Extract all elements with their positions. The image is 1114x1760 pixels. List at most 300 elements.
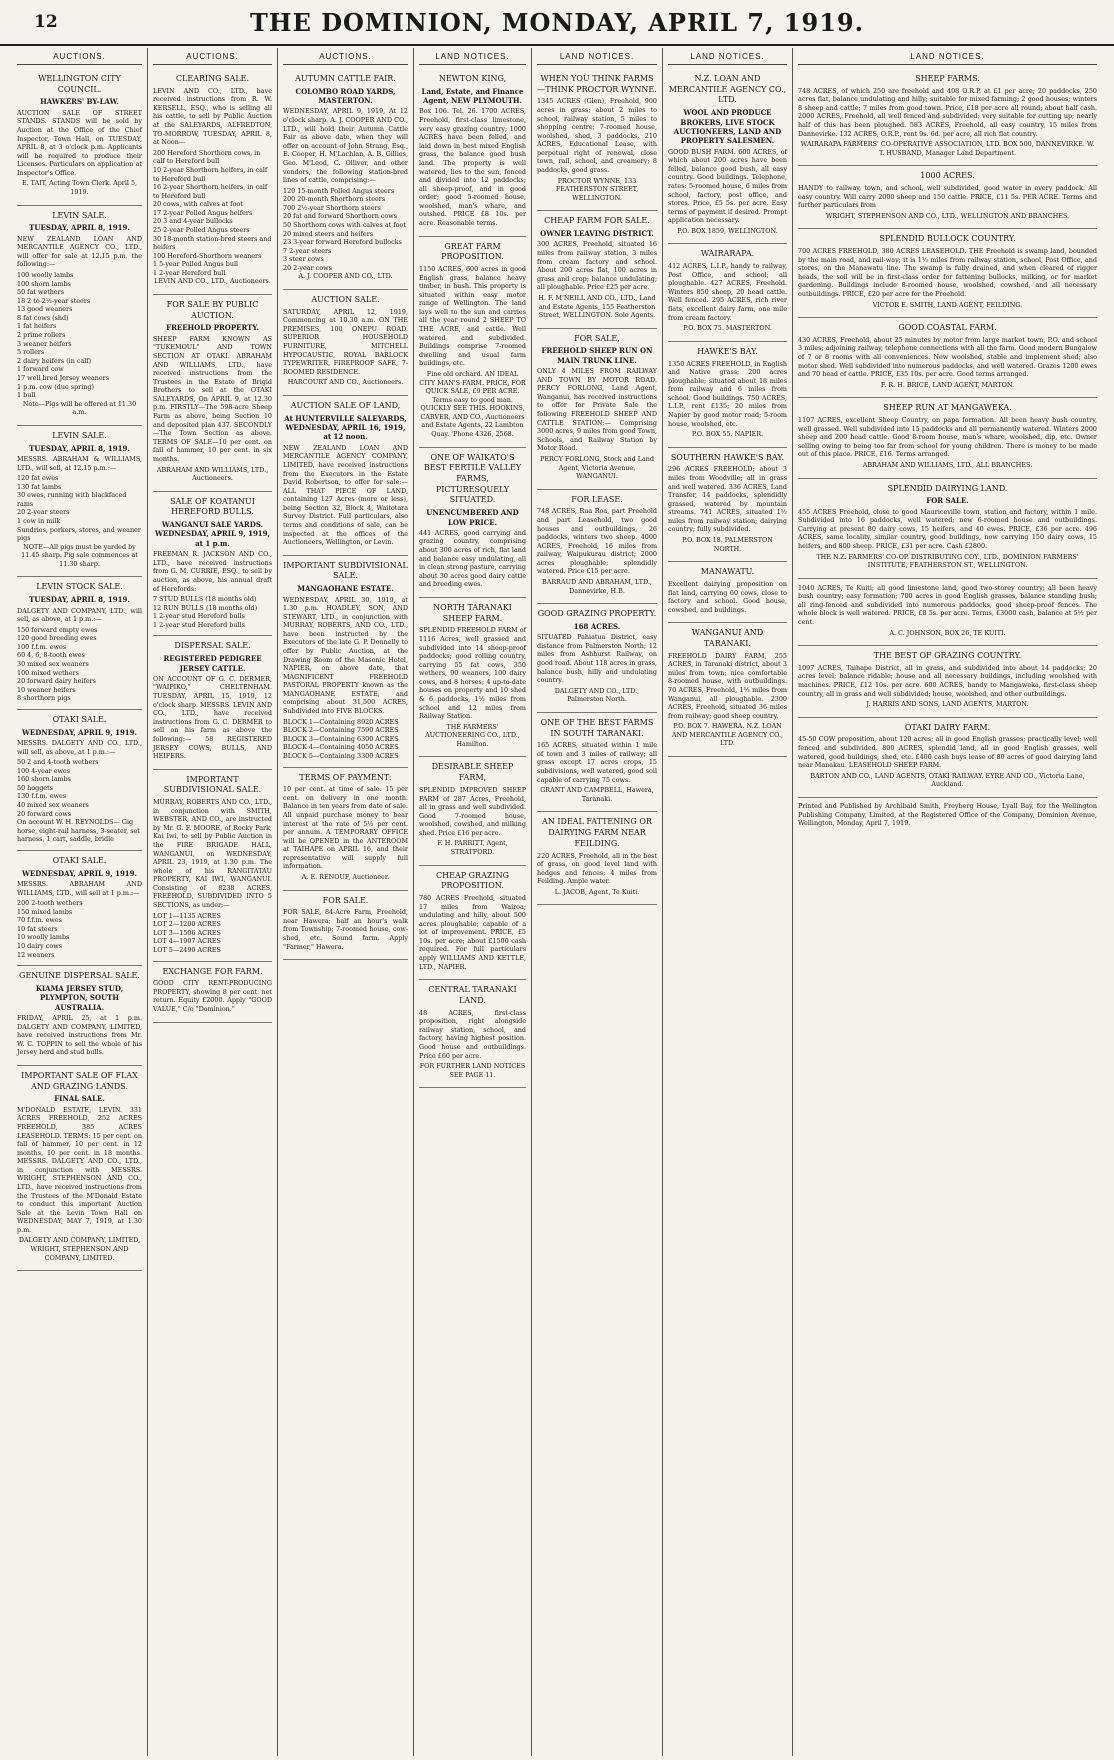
ad-heading: SHEEP FARMS. — [915, 74, 980, 83]
advertisement — [668, 623, 787, 757]
ad-item: 1 forward cow — [17, 365, 64, 374]
ad-item: 10 2-year Shorthorn heifers, in calf to Hereford bull — [153, 165, 268, 183]
ad-body: 1040 ACRES, Te Kuiti; all good limestone land, good two-storey country; all been heavy bush country; easy formation; 700 acres in good English grasses, balance standing bush; all ring-fenced and subdivided into numerous paddocks, good sheep-proof fences. The whole block is well watered. PRICE, £8 5s. per acre. Terms, £3000 cash, balance at 5½ per cent. — [798, 583, 1097, 626]
advertisement — [17, 426, 142, 578]
ad-heading: GOOD COASTAL FARM. — [898, 323, 997, 333]
ad-footer: L. JACOB, Agent, Te Kuiti. — [554, 887, 640, 896]
advertisement — [798, 398, 1097, 478]
ad-subheading: At HUNTERVILLE SALEYARDS, WEDNESDAY, APRIL 16, 1919, at 12 noon. — [284, 413, 407, 442]
ad-item: 12 RUN BULLS (18 months old) — [153, 603, 258, 612]
ad-item: 20 forward cows — [17, 809, 72, 818]
ad-body: NEW ZEALAND LOAN AND MERCANTILE AGENCY CO., LTD., will offer for sale at 12.15 p.m. the following:— — [17, 234, 142, 269]
ad-item-list — [153, 149, 272, 278]
ad-item: 8 fat cows (shd) — [17, 313, 69, 322]
ad-footer: LEVIN AND CO., LTD., Auctioneers. — [154, 277, 271, 286]
ad-item: 23 3-year forward Hereford bullocks — [283, 238, 402, 247]
column-3 — [278, 48, 414, 1756]
ad-heading: MANAWATU. — [700, 567, 755, 577]
ad-item: 20 forward dairy heifers — [17, 677, 96, 686]
ad-item: 1 2-year stud Hereford bulls — [153, 620, 245, 629]
ad-footer: DALGETY AND COMPANY, LIMITED, WRIGHT, STEPHENSON AND COMPANY, LIMITED. — [18, 1236, 141, 1262]
ad-item: 120 fat ewes — [17, 474, 59, 483]
advertisement — [419, 598, 526, 758]
ad-body: M'DONALD ESTATE, LEVIN. 331 ACRES FREEHOLD, 252 ACRES FREEHOLD, 385 ACRES LEASEHOLD. TERMS: 15 per cent. on fall of hammer, 10 per cent. in 12 months, 10 per cent. in 18 months. MESSRS. DALGETY AND CO., LTD., in conjunction with MESSRS. WRIGHT, STEPHENSON AND CO., LTD., have received instructions from the Trustees of the M'Donald Estate to conduct this important Auction Sale at the Levin Town Hall on WEDNESDAY, MAY 7, 1919, at 1.30 p.m. — [17, 1105, 142, 1234]
advertisement — [668, 342, 787, 448]
ad-heading: IMPORTANT SALE OF FLAX AND GRAZING LANDS. — [21, 1070, 138, 1091]
advertisement — [153, 492, 272, 637]
ad-footer: P.O. BOX 1859, WELLINGTON. — [677, 226, 778, 235]
ad-item: 100 woolly lambs — [17, 271, 74, 279]
ad-item: 100 shorn lambs — [17, 279, 71, 288]
ad-item-list — [283, 718, 408, 761]
ad-subheading: TUESDAY, APRIL 8, 1919. — [29, 443, 130, 453]
ad-body: 165 ACRES, situated within 1 mile of town and 3 miles of railway; all grass except 17 acres crops, 15 subdivisions, well watered, good soil capable of carrying 75 cows. — [537, 741, 657, 784]
advertisement — [668, 448, 787, 563]
ad-footer: E. TAIT, Acting Town Clerk. April 5, 1919. — [21, 179, 138, 197]
ad-item: 50 2 and 4-tooth wethers — [17, 758, 99, 767]
advertisement — [17, 69, 142, 206]
ad-footer: HARCOURT AND CO., Auctioneers. — [287, 378, 404, 387]
ad-footer: P.O. BOX 7. HAWERA. N.Z. LOAN AND MERCANTILE AGENCY CO., LTD. — [671, 722, 784, 748]
ad-footer: BARRAUD AND ABRAHAM, LTD., Dannevirke, H.B. — [542, 578, 652, 595]
ad-heading: AUCTION SALE OF LAND, — [290, 400, 401, 410]
ad-item: 200 20-month Shorthorn steers — [283, 195, 386, 204]
ad-body: MESSRS. ABRAHAM & WILLIAMS, LTD., will sell, at 12.15 p.m.:— — [17, 454, 142, 472]
ad-item: 7 2-year steers — [283, 246, 332, 255]
advertisement — [537, 69, 657, 211]
advertisement — [419, 980, 526, 1088]
ad-item: 8 shorthorn pigs — [17, 694, 71, 703]
ad-body: HANDY to railway, town, and school, well subdivided, good water in every paddock. All easy country. Will carry 2000 sheep and 150 cattle. PRICE, £11 5s. PER ACRE. Terms and further particulars from — [798, 184, 1097, 210]
ad-footer: THE N.Z. FARMERS' CO-OP. DISTRIBUTING COY., LTD., DOMINION FARMERS' INSTITUTE, FEATHERSTON ST., WELLINGTON. — [816, 552, 1079, 570]
advertisement — [283, 69, 408, 290]
ad-item-list — [17, 271, 142, 400]
advertisement — [798, 69, 1097, 166]
ad-item: 10 weaner heifers — [17, 685, 76, 694]
advertisement — [283, 768, 408, 891]
ad-body: Box 106. Tel. 26. 1700 ACRES, Freehold, first-class limestone, very easy grazing country; 1000 ACRES have been felled, and laid down in best mixed English grass, the balance good bush land. The property is well watered, lies to the sun, fenced and divided into 12 paddocks; all sheep-proof, and in good order; good 5-roomed house, woolshed, man's whare, and outshed. PRICE £8 10s. per acre. Reasonable terms. — [419, 107, 526, 227]
advertisement — [537, 329, 657, 490]
ad-body: MESSRS. DALGETY AND CO., LTD., will sell, as above, at 1 p.m.:— — [17, 738, 142, 756]
ad-subheading: WANGANUI SALE YARDS. WEDNESDAY, APRIL 9, 1919, at 1 p.m. — [155, 520, 270, 548]
ad-body: 1097 ACRES, Taihape District, all in grass, and subdivided into about 14 paddocks; 20 acres level; balance ridable; house and all necessary buildings, including woolshed with machines. PRICE, £12 10s. per acre. 600 ACRES, handy to Mangaweka, first-class sheep country, all in grass and well subdivided; house, woolshed, and other outbuildings. — [798, 663, 1097, 698]
masthead — [0, 0, 1114, 46]
page-columns — [12, 48, 1102, 1756]
advertisement — [283, 290, 408, 396]
ad-item: BLOCK 3—Containing 6300 ACRES — [283, 734, 399, 743]
printer-imprint: Printed and Published by Archibald Smith, Freyberg House, Lyall Bay, for the Wellington Publishing Company, Limited, at the Registered Office of the Company, Dominion Avenue, Wellington, Monday, April 7, 1919. — [798, 801, 1097, 828]
ad-item: LOT 2—1200 ACRES — [153, 920, 221, 929]
ad-item: 17 well bred Jersey weaners — [17, 373, 109, 382]
ad-subheading: TUESDAY, APRIL 8, 1919. — [29, 595, 130, 605]
ad-heading: N.Z. LOAN AND MERCANTILE AGENCY CO., LTD. — [668, 74, 787, 105]
ad-item: 10 dairy cows — [17, 942, 62, 951]
ad-heading: 1000 ACRES. — [920, 171, 975, 181]
ad-body: SPLENDID FREEHOLD FARM of 1116 Acres, well grassed and subdivided into 14 sheep-proof paddocks; good rolling country, carrying 55 fat cows, 350 wethers, 90 weaners, 100 dairy cows, and 8 horses; 4 up-to-date houses on property and 10 shed & 6 paddocks, 1½ miles from school and 12 miles from Railway Station. — [419, 626, 526, 721]
ad-body: SATURDAY, APRIL 12, 1919, Commencing at 10.30 a.m. ON THE PREMISES, 100 ONEPU ROAD. SUPERIOR HOUSEHOLD FURNITURE, MITCHELL HYPOCAUSTIC, ROYAL BARLOCK TYPEWRITER, FIREPROOF SAFE, 7-ROOMED RESIDENCE. — [283, 307, 408, 376]
ad-item: 3 weaner heifers — [17, 339, 72, 348]
ad-item: 1 fat heifers — [17, 322, 57, 331]
ad-heading: LEVIN SALE. — [52, 210, 107, 220]
ad-item: 50 hoggets — [17, 783, 53, 792]
ad-heading: WANGANUI AND TARANAKI. — [691, 628, 764, 648]
ad-footer: THE FARMERS' AUCTIONEERING CO., LTD., Hamilton. — [425, 722, 520, 748]
ad-item: 120 good breeding ewes — [17, 634, 97, 643]
ad-heading: GOOD GRAZING PROPERTY. — [537, 609, 657, 619]
ad-heading: OTAKI SALE. — [52, 714, 107, 724]
ad-heading: SHEEP RUN AT MANGAWEKA. — [883, 403, 1012, 413]
ad-heading: GENUINE DISPERSAL SALE. — [19, 971, 140, 981]
ad-subheading: FREEHOLD SHEEP RUN ON MAIN TRUNK LINE. — [541, 346, 653, 365]
ad-body: ONLY 4 MILES FROM RAILWAY AND TOWN BY MOTOR ROAD. PERCY FORLONG, Land Agent, Wanganui, has received instructions to offer for Private Sale the following FREEHOLD SHEEP AND CATTLE STATION:— Comprising 3000 acres, 9 miles from good Town, Schools, and Railway Station by Motor Road. — [537, 367, 657, 453]
ad-item: 20 2-year cows — [283, 263, 332, 272]
advertisement — [17, 966, 142, 1066]
ad-footer: P.O. BOX 55. NAPIER. — [691, 430, 764, 439]
ad-heading: CLEARING SALE. — [175, 74, 250, 83]
ad-subheading: OWNER LEAVING DISTRICT. — [540, 229, 654, 239]
ad-item-list — [153, 912, 272, 955]
ad-item: LOT 1—1135 ACRES — [153, 911, 221, 920]
ad-body: 748 ACRES, of which 250 are freehold and 408 O.R.P. at £1 per acre; 20 paddocks, 250 acres flat, balance undulating and hilly; suitable for mixed farming; 2 good houses; winters 8 sheep and cattle; 7 miles from good town. Price, £18 per acre all round; about half cash. 2000 ACRES, Freehold, all well fenced and subdivided; very suitable for cutting up; nearly half of this has been ploughed. 583 ACRES, Freehold, all easy country, 15 miles from Dannevirke. 132 ACRES, O.R.P., rent 9s. 6d. per acre, all rich flat country. — [798, 86, 1097, 138]
ad-subheading: HAWKERS' BY-LAW. — [40, 97, 119, 107]
advertisement — [798, 318, 1097, 398]
ad-item: LOT 4—1907 ACRES — [153, 937, 221, 946]
advertisement — [153, 69, 272, 295]
ad-heading: AUCTION SALE. — [311, 295, 380, 305]
ad-item: 200 Hereford Shorthorn cows, in calf to Hereford bull — [153, 148, 261, 166]
ad-body: 1150 ACRES, 600 acres in good English grass, balance heavy timber, in bush. This property is situated within easy motor range of Wellington. The land lays well to the sun and carries all the year round 2 SHEEP TO THE ACRE, and cattle. Well watered and subdivided. Buildings comprise 7-roomed dwelling and usual farm buildings, etc. — [419, 265, 526, 368]
ad-subheading: KIAMA JERSEY STUD, PLYMPTON, SOUTH AUSTRALIA. — [35, 983, 124, 1012]
advertisement — [419, 69, 526, 237]
ad-footer: FOR FURTHER LAND NOTICES SEE PAGE 11. — [419, 1062, 526, 1079]
advertisement — [17, 1066, 142, 1271]
advertisement — [668, 244, 787, 341]
advertisement — [153, 636, 272, 769]
ad-body: WEDNESDAY, APRIL 9, 1919, At 12 o'clock sharp. A. J. COOPER AND CO., LTD., will hold their Autumn Cattle Fair as above date, when they will offer on account of John Strang, Esq., E. Cooper, H. M'Lachlan, A. B. Gillies, Geo. M'Leod, C. Olliver, and other vendors, the following station-bred lines of cattle, comprising:— — [283, 107, 408, 185]
column-header: LAND NOTICES. — [798, 48, 1097, 65]
ad-item: 50 Shorthorn cows with calves at foot — [283, 220, 406, 229]
ad-heading: FOR SALE. — [322, 895, 369, 905]
ad-body: NEW ZEALAND LOAN AND MERCANTILE AGENCY COMPANY, LIMITED, have received instructions from the Executors in the Estate David Robertson, to offer for sale:— ALL THAT PIECE OF LAND, containing 127 Acres (more or less), being Section 32, Block 4, Waitotara Survey District. Full particulars, also terms and conditions of sale, can be inspected at the offices of the Auctioneers, Wellington, or Levin. — [283, 443, 408, 547]
ad-item-list — [153, 595, 272, 629]
ad-footer: DALGETY AND CO., LTD., Palmerston North. — [554, 686, 640, 704]
column-header: AUCTIONS. — [153, 48, 272, 65]
ad-item: 100 4-year ewes — [17, 766, 71, 775]
ad-item: 30 mixed sex weaners — [17, 660, 89, 668]
ad-heading: GREAT FARM PROPOSITION. — [441, 241, 504, 262]
ad-item-list — [283, 187, 408, 273]
advertisement — [537, 490, 657, 605]
ad-footer: BARTON AND CO., LAND AGENTS, OTAKI RAILWAY. EYRE AND CO., Victoria Lane, Auckland. — [810, 771, 1085, 789]
ad-heading: WHEN YOU THINK FARMS—THINK PROCTOR WYNNE. — [537, 74, 657, 94]
column-header: LAND NOTICES. — [537, 48, 657, 65]
column-6 — [663, 48, 793, 1756]
ad-body: MURRAY, ROBERTS AND CO., LTD., in conjunction with SMITH, WEBSTER, AND CO., are instructed by Mr. G. F. MOORE, of Rocky Park, Kai Iwi, to sell by Public Auction in the FIRE BRIGADE HALL, WANGANUI, on WEDNESDAY, APRIL 23, 1919, at 1.30 p.m. The whole of his RANGITATAU PROPERTY, KAI IWI, WANGANUI. Consisting of 8238 ACRES, FREEHOLD, SUBDIVIDED INTO 5 SECTIONS, as under:— — [153, 798, 272, 910]
ad-heading: LEVIN STOCK SALE. — [36, 582, 123, 592]
advertisement — [798, 229, 1097, 318]
ad-item: 200 2-tooth wethers — [17, 899, 83, 908]
ad-heading: WELLINGTON CITY COUNCIL. — [38, 74, 121, 94]
ad-heading: TERMS OF PAYMENT: — [299, 772, 392, 782]
ad-body: 412 ACRES, L.I.P., handy to railway, Post Office, and school; all ploughable. 427 ACRES, Freehold. Winters 850 sheep, 20 head cattle. Well fenced. 295 ACRES, rich river flats, excellent dairy farm, one mile from cream factory. — [668, 262, 787, 322]
ad-heading: WAIRARAPA. — [700, 249, 755, 259]
ad-item: LOT 5—2490 ACRES — [153, 945, 221, 954]
ad-item: 20 fat and forward Shorthorn cows — [283, 212, 398, 221]
ad-item: 1 cow in milk — [17, 516, 61, 525]
ad-footer: GRANT AND CAMPBELL, Hawera, Taranaki. — [540, 786, 654, 803]
ad-item: LOT 3—1506 ACRES — [153, 928, 221, 937]
column-header: AUCTIONS. — [17, 48, 142, 65]
advertisement — [17, 206, 142, 426]
ad-subheading: FOR SALE. — [926, 496, 969, 506]
ad-body: LEVIN AND CO., LTD., have received instructions from R. W. KERSELL, ESQ., who is selling all his cattle, to sell by Public Auction at the SALEYARDS, ALFREDTON, TO-MORROW, TUESDAY, APRIL 8, at Noon— — [153, 86, 272, 147]
ad-footer: Note—Pigs will be offered at 11.30 a.m. — [22, 399, 137, 417]
ad-item: 20 2-year steers — [17, 508, 70, 517]
column-5 — [532, 48, 663, 1756]
ad-item: 2 prime rollers — [17, 331, 66, 340]
ad-footer: P.O. BOX 75. MASTERTON. — [683, 324, 772, 333]
ad-heading: CENTRAL TARANAKI LAND. — [428, 985, 517, 1005]
ad-item: 12 weaners — [17, 950, 55, 959]
advertisement — [283, 891, 408, 961]
ad-footer: PERCY FORLONG, Stock and Land Agent, Victoria Avenue, WANGANUI. — [539, 454, 654, 481]
ad-footer: VICTOR E. SMITH, LAND AGENT, FEILDING. — [872, 300, 1023, 309]
advertisement — [419, 866, 526, 981]
ad-body: DALGETY AND COMPANY, LTD., will sell, as above, at 1 p.m.:— — [17, 606, 142, 624]
ad-footer: ABRAHAM AND WILLIAMS, LTD., Auctioneers. — [156, 465, 269, 483]
ad-item: 130 fat lambs — [17, 482, 62, 491]
ad-item: BLOCK 2—Containing 7590 ACRES — [283, 726, 399, 735]
ad-body: FREEMAN R. JACKSON AND CO., LTD., have received instructions from G. M. CURRIE, ESQ., to sell by auction, as above, his annual draft of Herefords: — [153, 550, 272, 593]
ad-heading: AUTUMN CATTLE FAIR. — [295, 74, 396, 83]
ad-body: MESSRS. ABRAHAM AND WILLIAMS, LTD., will sell at 1 p.m.:— — [17, 880, 142, 897]
ad-heading: EXCHANGE FOR FARM. — [162, 966, 263, 976]
ad-item: 150 mixed lambs — [17, 907, 73, 916]
ad-item: 70 f.f.m. ewes — [17, 916, 62, 925]
ad-item: 20 cows, with calves at foot — [153, 200, 243, 209]
ad-item: 7 STUD BULLS (18 months old) — [153, 595, 257, 604]
ad-subheading: WOOL AND PRODUCE BROKERS, LIVE STOCK AUCTIONEERS, LAND AND PROPERTY SALESMEN. — [673, 108, 782, 146]
ad-item: 1 2-year Hereford bull — [153, 268, 226, 277]
ad-heading: FOR LEASE. — [571, 494, 623, 504]
column-7 — [793, 48, 1102, 1756]
column-header: LAND NOTICES. — [419, 48, 526, 65]
ad-body: GOOD CITY RENT-PRODUCING PROPERTY, showing 8 per cent. net return. Equity £2000. Apply "GOOD VALUE," C/o "Dominion." — [153, 979, 272, 1013]
ad-body: SHEEP FARM KNOWN AS "TUKEMOUL" AND TOWN SECTION AT OTAKI. ABRAHAM AND WILLIAMS, LTD., have received instructions from the Trustees in the Estate of Brigid Brothers to sell at the OTAKI SALEYARDS, On APRIL 9, at 12.30 p.m. FIRSTLY—The 598-acre Sheep Farm as above, being Section 10 and deposited plan 437. SECONDLY—The Town Section as above. TERMS OF SALE—10 per cent. on fall of hammer, 10 per cent. in six months. — [153, 334, 272, 463]
advertisement — [419, 448, 526, 598]
ad-heading: CHEAP GRAZING PROPOSITION. — [436, 870, 509, 891]
ad-item: 100 Hereford-Shorthorn weaners — [153, 251, 262, 260]
ad-item: 1 p.m. cow (due spring) — [17, 382, 94, 391]
ad-body: GOOD BUSH FARM. 600 ACRES, of which about 200 acres have been felled, balance good bush, all easy country. Good buildings. Telephone, rates: 5-roomed house, 6 miles from school, factory, post office, and stores. Price, £5 5s. per acre. Easy terms of payment if desired. Prompt application necessary. — [668, 147, 787, 225]
ad-footer: Fine old orchard. AN IDEAL CITY MAN'S FARM. PRICE, FOR QUICK SALE, £9 PER ACRE. Terms easy to good man. QUICKLY SEE THIS. HOOKINS, CARVER, AND CO., Auctioneers and Estate Agents, 22 Lambton Quay. 'Phone 4326, 2568. — [419, 369, 526, 438]
advertisement — [419, 757, 526, 865]
ad-body: Excellent dairying proposition on flat land, carrying 60 cows, close to factory and school. Good house, cowshed, and buildings. — [668, 579, 787, 614]
page-number: 12 — [34, 12, 58, 32]
ad-item: On account W. H. REYNOLDS— Gig horse, eight-rail harness, 3-seater, set harness, 1 cart, saddle, bridle — [17, 818, 140, 844]
ad-item: 100 mixed wethers — [17, 668, 79, 677]
advertisement — [153, 295, 272, 492]
advertisement — [537, 211, 657, 328]
ad-heading: DISPERSAL SALE. — [174, 641, 251, 651]
ad-subheading: Land, Estate, and Finance Agent, NEW PLYMOUTH. — [421, 86, 524, 106]
ad-heading: IMPORTANT SUBDIVISIONAL SALE. — [283, 560, 408, 581]
ad-item: 1 2-year stud Hereford bulls — [153, 612, 245, 621]
ad-body: FRIDAY, APRIL 25, at 1 p.m. DALGETY AND COMPANY, LIMITED, have received instructions from Mr. W. C. TOPPIN to sell the whole of his Jersey herd and stud bulls. — [17, 1014, 142, 1057]
advertisement — [283, 396, 408, 556]
ad-heading: SPLENDID DAIRYING LAND. — [887, 483, 1008, 493]
ad-body: 780 ACRES Freehold, situated 17 miles from Wairoa; undulating and hilly, about 500 acres ploughable; capable of a lot of improvement. PRICE, £5 10s. per acre; about £1500 cash required. For full particulars apply WILLIAMS AND KETTLE, LTD., NAPIER. — [419, 893, 526, 971]
ad-body: 300 ACRES, Freehold, situated 16 miles from railway station, 3 miles from cream factory and school. About 200 acres flat, 100 acres in grass and crop; balance undulating; all ploughable. Price £25 per acre. — [537, 240, 657, 292]
ad-subheading: WEDNESDAY, APRIL 9, 1919. — [22, 727, 137, 737]
ad-item-list — [17, 474, 142, 543]
ad-body: WEDNESDAY, APRIL 30, 1919, at 1.30 p.m. HOADLEY, SON, AND STEWART, LTD., in conjunction with MURRAY, ROBERTS, AND CO., LTD., have been instructed by the Executors of the late G. P. Donnelly to offer by Public Auction, at the Drawing Room of the Masonic Hotel, NAPIER, on above date, that MAGNIFICENT FREEHOLD PASTORAL PROPERTY known as the MANGAOHANE ESTATE, and comprising about 31,500 ACRES, Subdivided into FIVE BLOCKS. — [283, 595, 408, 716]
ad-heading: ONE OF THE BEST FARMS IN SOUTH TARANAKI. — [540, 717, 654, 738]
ad-footer: WAIRARAPA FARMERS' CO-OPERATIVE ASSOCIATION, LTD. BOX 500, DANNEVIRKE. W. T. HUSBAND, Manager Land Department. — [800, 140, 1095, 157]
ad-body: FREEHOLD DAIRY FARM, 255 ACRES, in Taranaki district, about 3 miles from town; nice comfortable 8-roomed house, with outbuildings. 70 ACRES, Freehold, 1½ miles from Wanganui, all ploughable. 2300 ACRES, Freehold, situated 36 miles from railway; good sheep country. — [668, 651, 787, 720]
column-2 — [148, 48, 278, 1756]
ad-item: 16 2-year Shorthorn heifers, in calf to Hereford bull — [153, 183, 268, 200]
advertisement — [17, 577, 142, 709]
ad-subheading: UNENCUMBERED AND LOW PRICE. — [426, 508, 519, 527]
ad-body: 430 ACRES, Freehold, about 25 minutes by motor from large market town, P.O. and school 3 miles; adjoining railway, telephone connections with all the farm. Good modern Bungalow of 7 or 8 rooms with all conveniences. New woolshed, stable and implement shed; also motor shed. Well subdivided into numerous paddocks, and well watered. Grazes 1200 ewes and 70 head of cattle. PRICE, £35 10s. per acre. Good terms arranged. — [798, 335, 1097, 379]
ad-item: BLOCK 1—Containing 8920 ACRES — [283, 717, 399, 726]
ad-item: 30 ewes, running with blackfaced rams — [17, 491, 127, 508]
ad-item-list — [17, 758, 142, 844]
ad-item: 1 5-year Polled Angus bull — [153, 260, 239, 269]
ad-item: 1 bull — [17, 391, 36, 400]
ad-item: 2 dairy heifers (in calf) — [17, 356, 92, 365]
column-header: LAND NOTICES. — [668, 48, 787, 65]
ad-item: 50 fat wethers — [17, 288, 64, 297]
ad-footer: P.O. BOX 18. PALMERSTON NORTH. — [682, 536, 773, 553]
ad-heading: AN IDEAL FATTENING OR DAIRYING FARM NEAR FEILDING. — [542, 817, 652, 848]
ad-footer: A. C. JOHNSON, BOX 26, TE KUITI. — [889, 628, 1006, 637]
ad-heading: NORTH TARANAKI SHEEP FARM. — [433, 602, 512, 623]
ad-footer: F. R. H. BRICE, LAND AGENT, MARTON. — [880, 380, 1015, 389]
advertisement — [798, 579, 1097, 646]
ad-footer: H. F. M'NEILL AND CO., LTD., Land and Estate Agents, 155 Featherston Street, WELLINGTON. Sole Agents. — [538, 293, 656, 320]
ad-item: 10 woolly lambs — [17, 933, 70, 942]
advertisement — [537, 604, 657, 713]
ad-body: 748 ACRES, Rua Roa, part Freehold and part Leasehold, two good houses and outbuildings, 26 paddocks, winters two sheep. 4000 ACRES, Freehold, 16 miles from railway, Waipukurau district; 2000 acres ploughable; splendidly watered. Price £15 per acre. — [537, 507, 657, 576]
ad-heading: DESIRABLE SHEEP FARM, — [431, 762, 514, 783]
ad-heading: CHEAP FARM FOR SALE. — [544, 216, 650, 226]
advertisement — [798, 646, 1097, 718]
ad-body: ON ACCOUNT OF G. C. DERMER, "WAIPIKO," CHELTENHAM. TUESDAY, APRIL 15, 1919, 12 o'clock sharp. MESSRS. LEVIN AND CO., LTD., have received instructions from G. C. DERMER to sell on his farm as above the following:— 58 REGISTERED JERSEY COWS, BULLS, AND HEIFERS. — [153, 674, 272, 761]
ad-heading: SALE OF KOATANUI HEREFORD BULLS. — [170, 496, 255, 517]
ad-item-list — [17, 626, 142, 703]
ad-footer: A. E. RENOUF, Auctioneer. — [301, 873, 390, 882]
ad-body: FOR SALE, 84-Acre Farm, Freehold, near Hawera; half an hour's walk from Township; 7-roomed house, cow-shed, etc. Sound farm. Apply "Farmer," Hawera. — [283, 908, 408, 951]
ad-body: AUCTION SALE OF STREET STANDS. STANDS will be sold by Auction at the Office of the Chief Inspector, Town Hall, on TUESDAY, APRIL 8, at 3 o'clock p.m. Applicants will be required to produce their Licenses. Particulars on application at Inspector's Office. — [17, 108, 142, 177]
advertisement — [537, 812, 657, 905]
ad-footer: F. H. PARRITT, Agent, STRATFORD. — [437, 839, 508, 856]
ad-heading: FOR SALE BY PUBLIC AUCTION. — [166, 300, 259, 320]
ad-subheading: FREEHOLD PROPERTY. — [166, 323, 259, 333]
ad-subheading: FINAL SALE. — [54, 1094, 105, 1104]
advertisement — [153, 770, 272, 962]
advertisement — [17, 710, 142, 851]
ad-subheading: MANGAOHANE ESTATE. — [297, 584, 394, 594]
column-header: AUCTIONS. — [283, 48, 408, 65]
ad-body: 700 ACRES FREEHOLD, 380 ACRES LEASEHOLD. THE Freehold is swamp land, bounded by the main road, and rail-way; it is 1½ miles from railway station, school, Post Office, and stores, on the Manawatu line. The swamp is fully drained, and when cleared of rigger heads, the soil will be in first-class order for fattening bullocks, milking, or for market gardening. Buildings include 8-roomed house, woolshed, cowshed, and all necessary outbuildings. PRICE, £20 per acre for the Freehold. — [798, 247, 1097, 298]
ad-body: 1350 ACRES FREEHOLD, in English and Native grass; 200 acres ploughable; situated about 18 miles from railway and 6 miles from school. Good buildings. 750 ACRES, L.I.P., rent £135; 20 miles from Napier by good motor road; 5-room house, woolshed, etc. — [668, 359, 787, 428]
ad-heading: LEVIN SALE. — [52, 430, 107, 440]
ad-item: 25 2-year Polled Angus steers — [153, 225, 250, 234]
ad-item: 20 mixed steers and heifers — [283, 229, 374, 238]
ad-subheading: REGISTERED PEDIGREE JERSEY CATTLE. — [163, 654, 262, 673]
ad-heading: NEWTON KING, — [438, 74, 507, 83]
ad-heading: OTAKI SALE. — [52, 855, 107, 865]
ad-item: 3 steer cows — [283, 255, 324, 264]
ad-body: 1107 ACRES, excellent Sheep Country, on papa formation. All been heavy bush country, well grassed. Well subdivided into 15 paddocks and all permanently watered. Winters 2000 sheep and 200 head cattle. Good 8-room house, man's whare, woolshed, dip, etc. Owner selling owing to being too far from school for young children. There is money to be made out of this place. PRICE, £16. Terms arranged. — [798, 416, 1097, 459]
ad-footer: NOTE—All pigs must be yarded by 11.45 sharp. Pig sale commences at 11.30 sharp. — [21, 542, 138, 568]
advertisement — [798, 166, 1097, 229]
ad-item: 160 shorn lambs — [17, 775, 71, 784]
ad-body: SITUATED Pahiatua District, easy distance from Palmerston North; 12 miles from Ashhurst Railway, on good road. About 118 acres in grass, balance bush, hilly and undulating country. — [537, 633, 657, 685]
column-4 — [414, 48, 532, 1756]
advertisement — [668, 69, 787, 244]
ad-heading: SPLENDID BULLOCK COUNTRY. — [879, 234, 1016, 244]
ad-item: 60 4, 6, 8-tooth ewes — [17, 651, 85, 660]
ad-item: 10 fat steers — [17, 924, 58, 933]
advertisement — [153, 962, 272, 1023]
advertisement — [283, 556, 408, 768]
ad-body: 455 ACRES Freehold, close to good Mauriceville town, station and factory, within 1 mile. Subdivided into 16 paddocks, well watered; new 6-roomed house and outbuildings. Carrying at present 80 dairy cows, 15 heifers, and 40 ewes. PRICE, £36 per acre. 496 ACRES, same locality, similar country, good buildings, now carrying 150 dairy cows, 15 heifers, and 800 sheep. PRICE, £31 per acre. Cash £2800. — [798, 507, 1097, 550]
ad-body: 45-50 COW proposition, about 120 acres; all in good English grasses; practically level; well fenced and subdivided. 800 ACRES, splendid land, all in good English grasses, well watered, good buildings, shed, etc. £400 cash buys lease of 80 acres of good dairying land near Manakau. LEASEHOLD SHEEP FARM. — [798, 735, 1097, 770]
advertisement — [537, 713, 657, 812]
advertisement — [798, 479, 1097, 579]
column-1 — [12, 48, 148, 1756]
ad-body: 10 per cent. at time of sale. 15 per cent. on delivery in one month. Balance in ten years from date of sale. All unpaid purchase money to bear interest at the rate of 5½ per cent. per annum. A TEMPORARY OFFICE will be OPENED in the ANTEROOM at TAIHAPE on APRIL 16, and their representative will supply full information. — [283, 785, 408, 871]
ad-item: 130 f.f.m. ewes — [17, 792, 67, 801]
ad-footer: WRIGHT, STEPHENSON AND CO., LTD., WELLINGTON AND BRANCHES. — [825, 211, 1070, 220]
ad-subheading: WEDNESDAY, APRIL 9, 1919. — [22, 868, 137, 878]
ad-footer: A. J. COOPER AND CO., LTD. — [298, 272, 393, 281]
ad-heading: IMPORTANT SUBDIVISIONAL SALE. — [163, 774, 262, 795]
advertisement — [798, 718, 1097, 798]
ad-item: 18 2 to 2½-year steers — [17, 296, 91, 305]
ad-heading: OTAKI DAIRY FARM. — [904, 722, 991, 732]
ad-heading: SOUTHERN HAWKE'S BAY. — [670, 452, 785, 462]
ad-body: 220 ACRES, Freehold, all in the best of grass, on good level land with hedges and fences; 4 miles from Feilding. Ample water. — [537, 851, 657, 886]
ad-footer: PROCTOR WYNNE, 133 FEATHERSTON STREET, WELLINGTON. — [555, 176, 639, 202]
ad-heading: THE BEST OF GRAZING COUNTRY. — [873, 651, 1022, 661]
ad-item: 150 forward empty ewes — [17, 625, 98, 634]
ad-item-list — [17, 899, 142, 959]
newspaper-title: THE DOMINION, MONDAY, APRIL 7, 1919. — [250, 7, 864, 37]
ad-footer: J. HARRIS AND SONS, LAND AGENTS, MARTON. — [866, 700, 1029, 709]
advertisement — [17, 851, 142, 966]
ad-item: 120 15-month Polled Angus steers — [283, 186, 395, 195]
ad-footer: ABRAHAM AND WILLIAMS, LTD., ALL BRANCHES. — [862, 460, 1033, 469]
ad-item: 30 18-month station-bred steers and heifers — [153, 234, 272, 252]
advertisement — [419, 237, 526, 448]
ad-item: 40 mixed sex weaners — [17, 801, 89, 810]
ad-item: 13 good weaners — [17, 305, 73, 314]
ad-item: 20 3 and 4-year bullocks — [153, 217, 233, 226]
ad-item: 17 2-year Polled Angus heifers — [153, 208, 253, 217]
ad-subheading: 168 ACRES. — [573, 621, 621, 631]
ad-heading: FOR SALE, — [574, 333, 620, 343]
ad-item: BLOCK 4—Containing 4050 ACRES — [283, 743, 399, 752]
ad-heading: ONE OF WAIKATO'S BEST FERTILE VALLEY FARMS, PICTURESQUELY SITUATED. — [423, 452, 522, 505]
ad-item: 700 2½-year Shorthorn steers — [283, 203, 381, 212]
ad-body: SPLENDID IMPROVED SHEEP FARM of 287 Acres, Freehold, all in grass and well subdivided. Good 7-roomed house, woolshed, cowshed, and milking shed. Price £16 per acre. — [419, 785, 526, 837]
ad-item: 100 f.f.m. ewes — [17, 642, 67, 651]
ad-item: 5 rollers — [17, 348, 45, 357]
